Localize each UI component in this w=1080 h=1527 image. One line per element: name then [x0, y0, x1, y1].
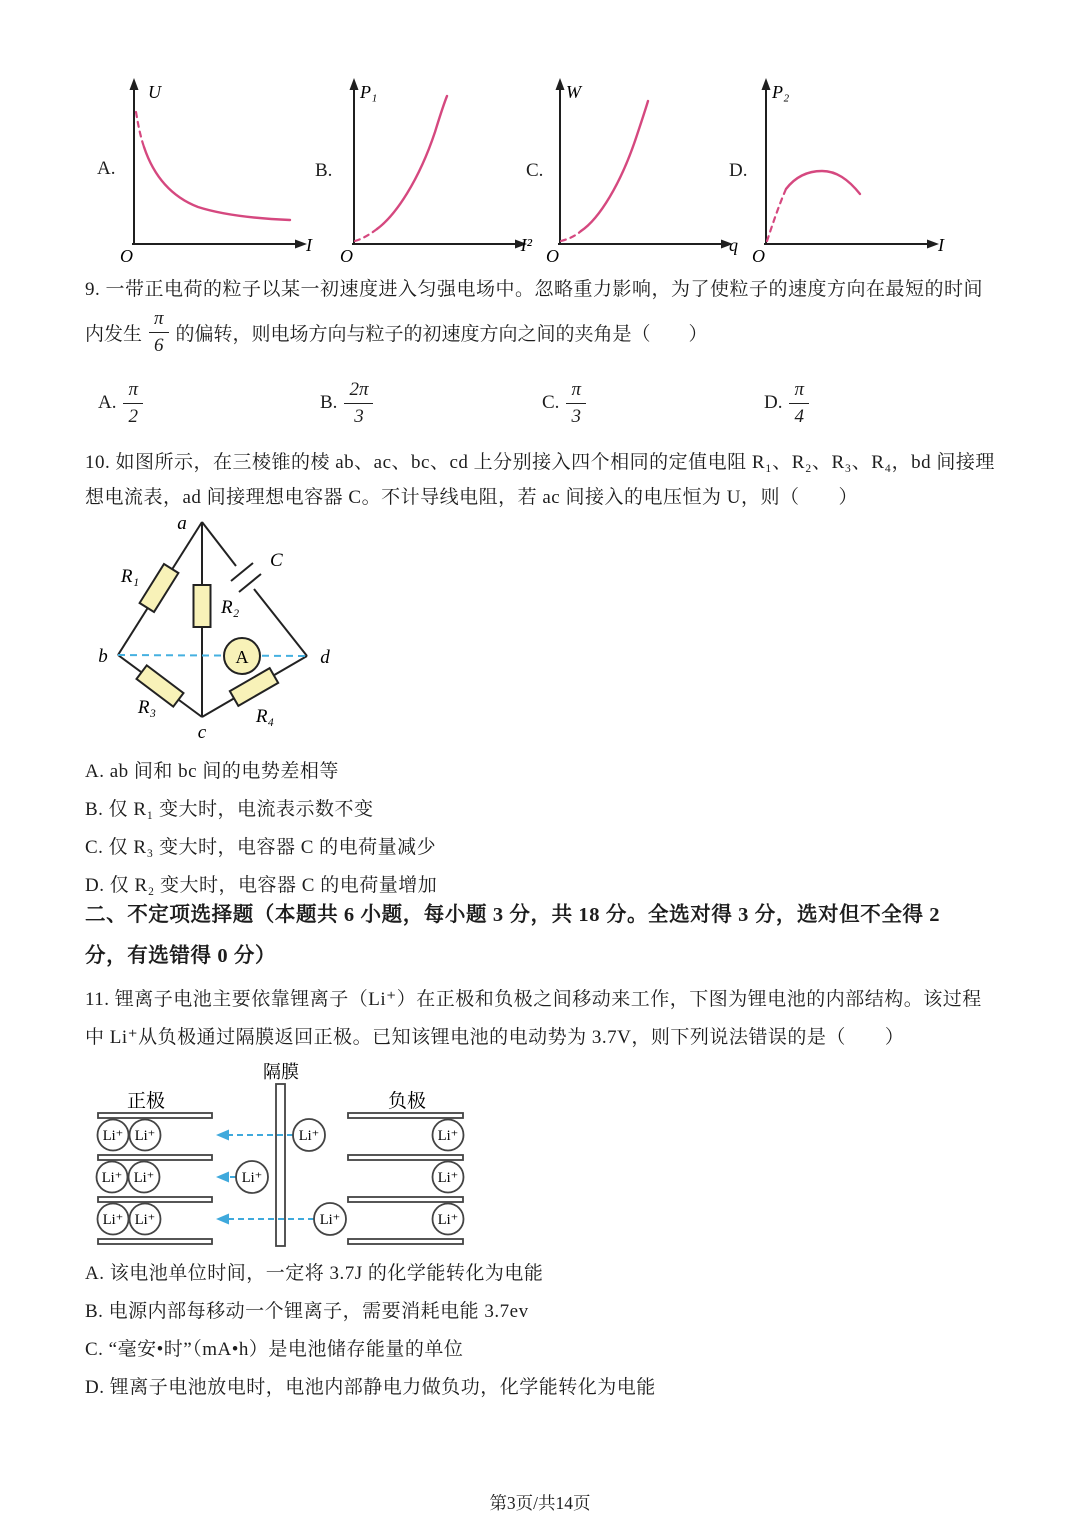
- r4-label: R₄: [255, 706, 275, 727]
- q9-option-d-letter: D.: [764, 392, 783, 414]
- graph-b-xlabel: I²: [520, 235, 532, 255]
- capacitor-label: C: [270, 550, 283, 571]
- graph-d-origin: O: [752, 246, 765, 266]
- graph-d-ylabel: P₂: [772, 82, 790, 102]
- q9-option-b: B. $\frac{2\pi}{3}$: [320, 380, 373, 427]
- section2-header-line1: 二、不定项选择题（本题共 6 小题，每小题 3 分，共 18 分。全选对得 3 分，选对但不全得 2: [85, 904, 941, 926]
- graph-a-u-vs-i: [114, 72, 314, 267]
- graph-c-ylabel: W: [566, 82, 581, 102]
- ion-arrowhead: [216, 1130, 229, 1141]
- graph-b-origin: O: [340, 246, 353, 266]
- q11-text-line2: 中 Li⁺从负极通过隔膜返回正极。已知该锂电池的电动势为 3.7V，则下列说法错误的是（ ）: [85, 1027, 905, 1048]
- graph-b-p1-vs-i2: [334, 72, 534, 267]
- q11-option-a: A. 该电池单位时间，一定将 3.7J 的化学能转化为电能: [85, 1263, 544, 1284]
- svg-text:Li⁺: Li⁺: [102, 1128, 124, 1144]
- vertex-c-label: c: [197, 722, 207, 743]
- vertex-a-label: a: [177, 513, 187, 534]
- q9-option-d: D. $\frac{\pi}{4}$: [764, 380, 809, 427]
- q9-option-b-letter: B.: [320, 392, 338, 414]
- r3-label: R₃: [137, 697, 157, 718]
- negative-electrode-label: 负极: [387, 1091, 427, 1112]
- r1-label: R₁: [120, 566, 140, 587]
- q11-option-d: D. 锂离子电池放电时，电池内部静电力做负功，化学能转化为电能: [85, 1377, 656, 1398]
- graph-d-p2-vs-i: [746, 72, 946, 267]
- graph-a-xlabel: I: [306, 235, 312, 255]
- q9-option-a: A. $\frac{\pi}{2}$: [98, 380, 143, 427]
- graph-b-letter: B.: [315, 160, 333, 181]
- page-footer: 第3页/共14页: [489, 1493, 591, 1513]
- svg-text:Li⁺: Li⁺: [133, 1170, 155, 1186]
- negative-electrode-bar: [348, 1239, 463, 1244]
- positive-electrode-bar: [98, 1113, 212, 1118]
- q10-text-line2: 想电流表，ad 间接理想电容器 C。不计导线电阻，若 ac 间接入的电压恒为 U，则（ ）: [85, 487, 858, 508]
- q9-text-line2: [85, 303, 708, 361]
- capacitor-plate: [239, 574, 261, 592]
- ion-arrowhead: [216, 1172, 229, 1183]
- q10-option-a: A. ab 间和 bc 间的电势差相等: [85, 761, 339, 782]
- q10-option-b: B. 仅 R₁ 变大时，电流表示数不变: [85, 799, 374, 820]
- negative-electrode-bar: [348, 1197, 463, 1202]
- negative-electrode-bar: [348, 1113, 463, 1118]
- q11-battery-diagram: [80, 1060, 510, 1257]
- q9-text-line1: 9. 一带正电荷的粒子以某一初速度进入匀强电场中。忽略重力影响，为了使粒子的速度方向在最短的时间: [85, 279, 984, 300]
- graph-c-xlabel: q: [729, 235, 738, 255]
- resistor-r1: [140, 564, 179, 612]
- graph-c-letter: C.: [526, 160, 544, 181]
- q9-inline-fraction: $\frac{\pi}{6}$: [149, 309, 169, 356]
- ammeter-label: A: [235, 647, 249, 667]
- section2-header-line2: 分，有选错得 0 分）: [85, 945, 277, 967]
- ion-arrowhead: [216, 1214, 229, 1225]
- q10-option-c: C. 仅 R₃ 变大时，电容器 C 的电荷量减少: [85, 837, 437, 858]
- q9-option-c: C. $\frac{\pi}{3}$: [542, 380, 586, 427]
- graph-a-origin: O: [120, 246, 133, 266]
- graph-d-xlabel: I: [938, 235, 944, 255]
- q10-option-d: D. 仅 R₂ 变大时，电容器 C 的电荷量增加: [85, 875, 438, 896]
- q11-option-c: C. “毫安•时”（mA•h）是电池储存能量的单位: [85, 1339, 464, 1360]
- q9-line2-suffix: 的偏转，则电场方向与粒子的初速度方向之间的夹角是（ ）: [175, 323, 708, 345]
- graph-b-ylabel: P₁: [360, 82, 378, 102]
- q10-text-line1: 10. 如图所示，在三棱锥的棱 ab、ac、bc、cd 上分别接入四个相同的定值电阻 R₁、R₂、R₃、R₄，bd 间接理: [85, 452, 995, 473]
- svg-text:Li⁺: Li⁺: [298, 1128, 320, 1144]
- svg-text:Li⁺: Li⁺: [134, 1212, 156, 1228]
- svg-text:Li⁺: Li⁺: [437, 1128, 459, 1144]
- r2-label: R₂: [221, 597, 240, 618]
- svg-text:Li⁺: Li⁺: [437, 1212, 459, 1228]
- graph-a-letter: A.: [97, 158, 116, 179]
- separator-membrane: [276, 1084, 285, 1246]
- q10-circuit-diagram: [85, 510, 355, 750]
- graph-a-ylabel: U: [148, 82, 161, 102]
- graph-d-letter: D.: [729, 160, 748, 181]
- resistor-r2: [194, 585, 211, 627]
- q9-line2-prefix: 内发生: [85, 323, 143, 345]
- capacitor-plate: [231, 563, 253, 581]
- positive-electrode-bar: [98, 1197, 212, 1202]
- q9-option-a-letter: A.: [98, 392, 117, 414]
- separator-label: 隔膜: [263, 1062, 299, 1082]
- vertex-d-label: d: [320, 647, 330, 668]
- negative-electrode-bar: [348, 1155, 463, 1160]
- bd-dashed-wire: [118, 655, 307, 656]
- svg-text:Li⁺: Li⁺: [319, 1212, 341, 1228]
- svg-text:Li⁺: Li⁺: [437, 1170, 459, 1186]
- positive-electrode-bar: [98, 1239, 212, 1244]
- positive-electrode-bar: [98, 1155, 212, 1160]
- q9-option-c-letter: C.: [542, 392, 560, 414]
- svg-text:Li⁺: Li⁺: [102, 1212, 124, 1228]
- graph-c-w-vs-q: [540, 72, 740, 267]
- vertex-b-label: b: [98, 646, 108, 667]
- q11-option-b: B. 电源内部每移动一个锂离子，需要消耗电能 3.7ev: [85, 1301, 529, 1322]
- svg-text:Li⁺: Li⁺: [101, 1170, 123, 1186]
- graph-c-origin: O: [546, 246, 559, 266]
- positive-electrode-label: 正极: [126, 1091, 166, 1112]
- q11-text-line1: 11. 锂离子电池主要依靠锂离子（Li⁺）在正极和负极之间移动来工作，下图为锂电池的内部结构。该过程: [85, 989, 982, 1010]
- svg-text:Li⁺: Li⁺: [134, 1128, 156, 1144]
- svg-text:Li⁺: Li⁺: [241, 1170, 263, 1186]
